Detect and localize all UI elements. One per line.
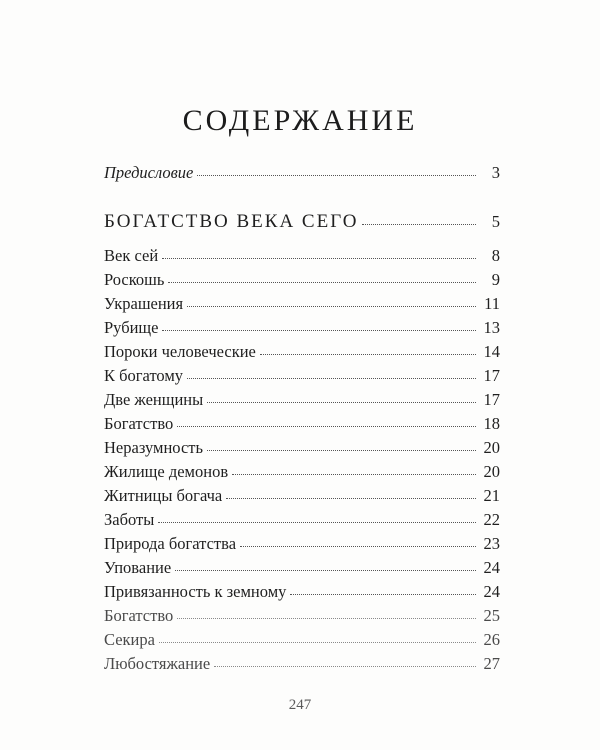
toc-entry-page: 27 [483, 654, 500, 673]
toc-entry [104, 560, 500, 577]
dot-leader [290, 594, 476, 595]
dot-leader [177, 618, 476, 619]
dot-leader [207, 450, 476, 451]
toc-entry [104, 248, 500, 265]
toc-entry-label: Привязанность к земному [104, 582, 287, 601]
toc-entry-page: 24 [483, 582, 500, 601]
toc-entry [104, 344, 500, 361]
toc-entry-preface [104, 165, 500, 182]
toc-entry-label: Упование [104, 558, 172, 577]
dot-leader [177, 426, 476, 427]
dot-leader [197, 175, 476, 176]
dot-leader [362, 224, 476, 225]
toc-entry-page: 20 [483, 438, 500, 457]
toc-entry-page: 5 [491, 212, 500, 231]
toc-entry-page: 23 [483, 534, 500, 553]
dot-leader [158, 522, 476, 523]
dot-leader [226, 498, 476, 499]
dot-leader [187, 378, 476, 379]
toc-entry-label: Век сей [104, 246, 159, 265]
toc-entry [104, 296, 500, 313]
toc-entry [104, 632, 500, 649]
toc-entry-label: Природа богатства [104, 534, 237, 553]
toc-entry [104, 584, 500, 601]
dot-leader [207, 402, 476, 403]
toc-entry [104, 440, 500, 457]
dot-leader [162, 258, 476, 259]
toc-entry-label: Неразумность [104, 438, 204, 457]
toc-entry-page: 26 [483, 630, 500, 649]
toc-entry-label: Любостяжание [104, 654, 211, 673]
toc-entry-label: К богатому [104, 366, 184, 385]
toc-entry-page: 14 [483, 342, 500, 361]
toc-entry-label: Житницы богача [104, 486, 223, 505]
dot-leader [260, 354, 476, 355]
toc-entry-label: Предисловие [104, 163, 194, 182]
toc-entry-page: 17 [483, 366, 500, 385]
toc-entry [104, 392, 500, 409]
toc-entry-page: 8 [491, 246, 500, 265]
toc-entry [104, 536, 500, 553]
toc-entry [104, 320, 500, 337]
toc-entry-page: 21 [483, 486, 500, 505]
toc-entry [104, 272, 500, 289]
toc-entry-page: 11 [484, 294, 500, 313]
toc-entry-page: 24 [483, 558, 500, 577]
toc-entry-label: Жилище демонов [104, 462, 229, 481]
dot-leader [175, 570, 476, 571]
toc-entry-label: Пороки человеческие [104, 342, 256, 361]
toc-entry-label: Роскошь [104, 270, 165, 289]
toc-section-heading [104, 212, 500, 231]
toc-entry-label: Богатство [104, 414, 174, 433]
toc-entry [104, 512, 500, 529]
page-title: СОДЕРЖАНИЕ [182, 104, 418, 137]
toc-entry-page: 9 [491, 270, 500, 289]
dot-leader [240, 546, 476, 547]
toc-entry [104, 488, 500, 505]
dot-leader [159, 642, 476, 643]
dot-leader [232, 474, 476, 475]
toc-entry-page: 22 [483, 510, 500, 529]
toc-entry-page: 17 [483, 390, 500, 409]
page-number: 247 [288, 697, 312, 713]
toc-entry-label: Секира [104, 630, 155, 649]
dot-leader [214, 666, 476, 667]
toc-entry [104, 368, 500, 385]
toc-entry-label: Украшения [104, 294, 184, 313]
toc-entry-page: 18 [483, 414, 500, 433]
toc-entry-page: 13 [483, 318, 500, 337]
toc-entry-page: 20 [483, 462, 500, 481]
toc-entry-label: Богатство [104, 606, 174, 625]
toc-entry-page: 25 [483, 606, 500, 625]
toc-entry-label: Две женщины [104, 390, 204, 409]
toc-entry [104, 464, 500, 481]
toc-entry [104, 656, 500, 673]
toc-entry-label: Рубище [104, 318, 159, 337]
toc-entry [104, 608, 500, 625]
dot-leader [168, 282, 476, 283]
toc-entry-label: Заботы [104, 510, 155, 529]
dot-leader [162, 330, 476, 331]
dot-leader [187, 306, 476, 307]
toc-entry-page: 3 [491, 163, 500, 182]
toc-entry-label: БОГАТСТВО ВЕКА СЕГО [104, 211, 359, 232]
toc-entry [104, 416, 500, 433]
